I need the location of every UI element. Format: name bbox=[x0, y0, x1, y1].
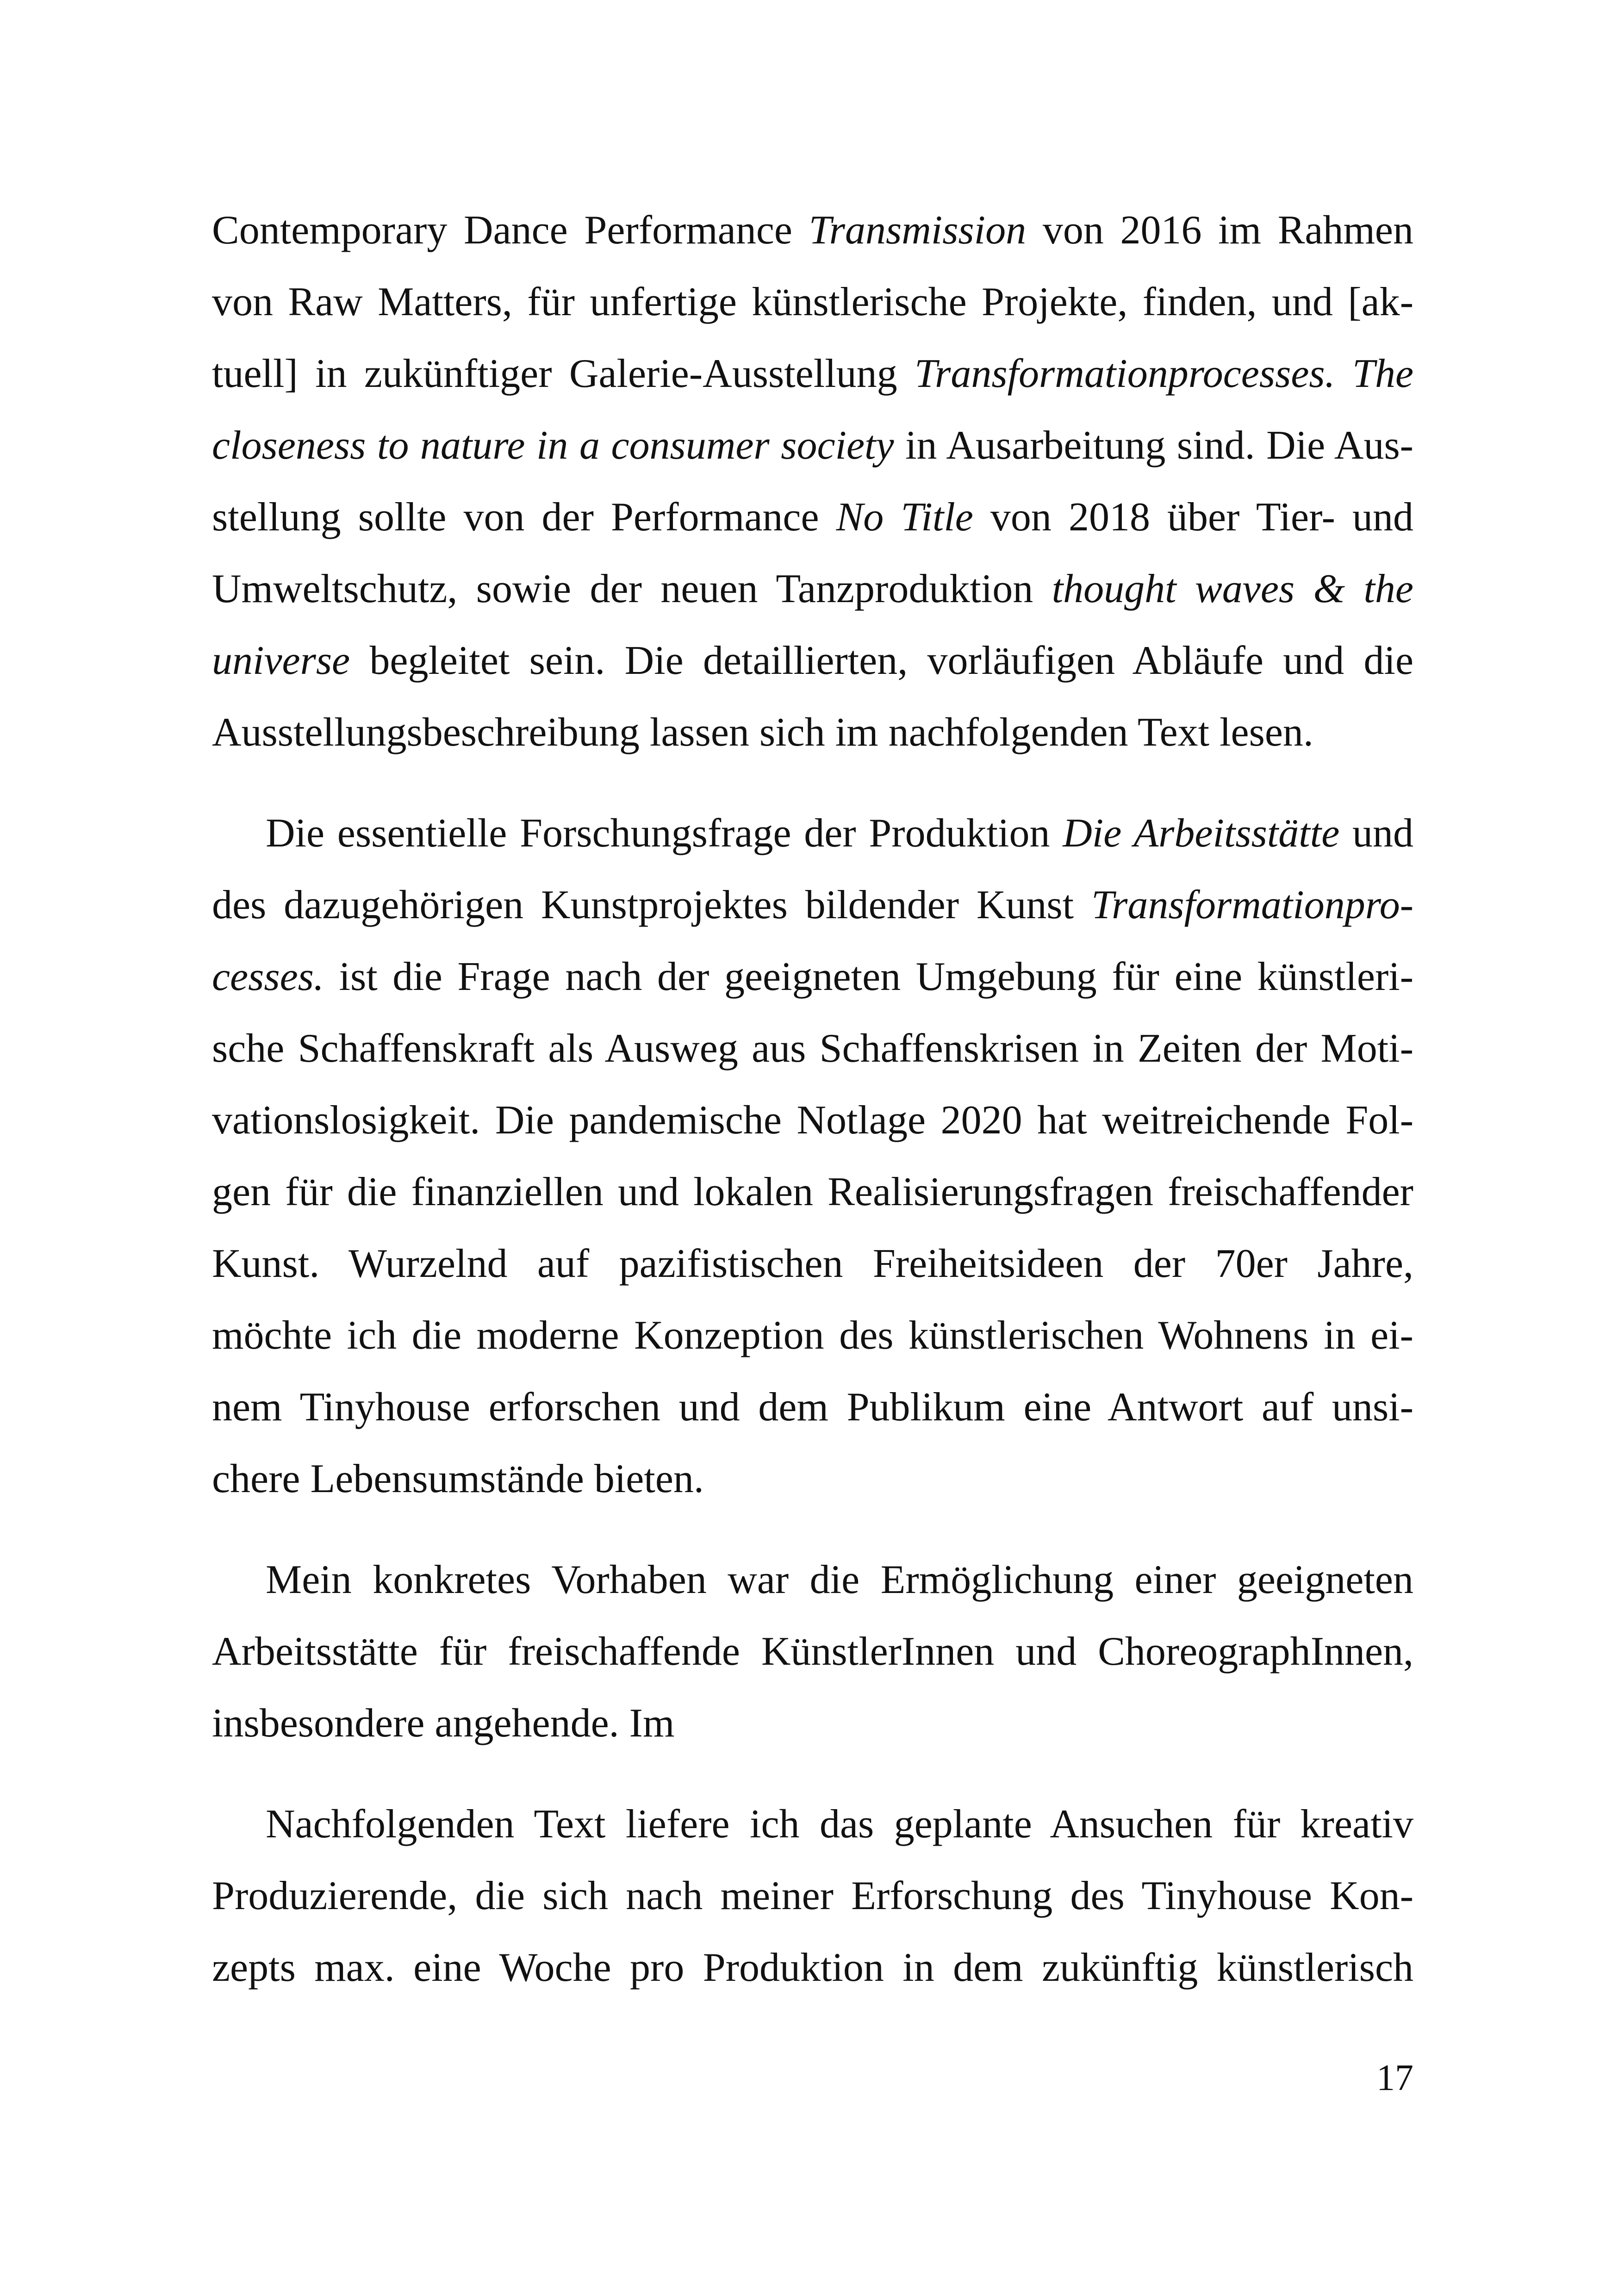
page-number: 17 bbox=[1376, 2058, 1413, 2098]
text-run: sche Schaffenskraft als Ausweg aus Schaffenskrisen in Zeiten der Moti- bbox=[212, 1026, 1413, 1071]
text-line bbox=[212, 481, 1413, 553]
text-run: chere Lebensumstände bieten. bbox=[212, 1456, 704, 1501]
text-run: Ausstellungsbeschreibung lassen sich im nachfolgenden Text lesen. bbox=[212, 710, 1313, 755]
italic-title: thought waves & the bbox=[1052, 566, 1413, 611]
text-run: Contemporary Dance Performance bbox=[212, 208, 809, 253]
text-run: Nachfolgenden Text liefere ich das geplante Ansuchen für kreativ bbox=[266, 1802, 1413, 1847]
paragraph-gap bbox=[212, 768, 1413, 797]
paragraph-gap bbox=[212, 1759, 1413, 1788]
italic-title: Die Arbeitsstätte bbox=[1063, 811, 1340, 856]
text-line bbox=[212, 266, 1413, 338]
italic-title: Transformationpro- bbox=[1091, 883, 1413, 927]
text-line bbox=[212, 797, 1413, 869]
text-run: von 2016 im Rahmen bbox=[1026, 208, 1413, 253]
italic-title: universe bbox=[212, 638, 350, 683]
text-line bbox=[212, 1860, 1413, 1932]
text-run: möchte ich die moderne Konzeption des künstlerischen Wohnens in ei- bbox=[212, 1313, 1413, 1358]
text-line bbox=[212, 941, 1413, 1013]
text-run: nem Tinyhouse erforschen und dem Publikum eine Antwort auf unsi- bbox=[212, 1385, 1413, 1430]
text-run: in Ausarbeitung sind. Die Aus- bbox=[894, 423, 1413, 468]
text-run: stellung sollte von der Performance bbox=[212, 495, 836, 540]
text-line bbox=[212, 1544, 1413, 1616]
text-line bbox=[212, 1687, 1413, 1759]
paragraph bbox=[212, 1788, 1413, 2004]
paragraph bbox=[212, 1544, 1413, 1759]
paragraph bbox=[212, 797, 1413, 1515]
text-line bbox=[212, 338, 1413, 410]
text-run: Umweltschutz, sowie der neuen Tanzproduktion bbox=[212, 566, 1052, 611]
paragraph bbox=[212, 194, 1413, 768]
text-line bbox=[212, 553, 1413, 625]
text-run: Produzierende, die sich nach meiner Erforschung des Tinyhouse Kon- bbox=[212, 1873, 1413, 1918]
text-line bbox=[212, 1371, 1413, 1443]
italic-title: Transformationprocesses. The bbox=[915, 351, 1413, 396]
text-run: Kunst. Wurzelnd auf pazifistischen Freiheitsideen der 70er Jahre, bbox=[212, 1241, 1413, 1286]
text-run: von 2018 über Tier- und bbox=[973, 495, 1413, 540]
text-run: gen für die finanziellen und lokalen Realisierungsfragen freischaffender bbox=[212, 1170, 1413, 1214]
paragraph-gap bbox=[212, 1515, 1413, 1544]
text-line bbox=[212, 1616, 1413, 1687]
text-line bbox=[212, 697, 1413, 768]
text-line bbox=[212, 1156, 1413, 1228]
italic-title: closeness to nature in a consumer society bbox=[212, 423, 894, 468]
text-run: ist die Frage nach der geeigneten Umgebung für eine künstleri- bbox=[324, 954, 1413, 999]
text-line bbox=[212, 1084, 1413, 1156]
text-line bbox=[212, 410, 1413, 481]
text-run: und bbox=[1339, 811, 1413, 856]
text-run: Mein konkretes Vorhaben war die Ermöglichung einer geeigneten bbox=[266, 1557, 1413, 1602]
text-line bbox=[212, 194, 1413, 266]
text-run: zepts max. eine Woche pro Produktion in dem zukünftig künstlerisch bbox=[212, 1945, 1413, 1990]
text-run: Die essentielle Forschungsfrage der Produktion bbox=[266, 811, 1063, 856]
italic-title: cesses. bbox=[212, 954, 324, 999]
italic-title: Transmission bbox=[809, 208, 1027, 253]
text-line bbox=[212, 1788, 1413, 1860]
text-line bbox=[212, 1932, 1413, 2004]
text-run: begleitet sein. Die detaillierten, vorläufigen Abläufe und die bbox=[350, 638, 1413, 683]
text-line bbox=[212, 1013, 1413, 1084]
italic-title: No Title bbox=[836, 495, 973, 540]
text-run: vationslosigkeit. Die pandemische Notlage 2020 hat weitreichende Fol- bbox=[212, 1098, 1413, 1143]
body-text bbox=[212, 194, 1413, 2004]
text-run: Arbeitsstätte für freischaffende KünstlerInnen und ChoreographInnen, bbox=[212, 1629, 1413, 1674]
text-line bbox=[212, 625, 1413, 697]
text-line bbox=[212, 1228, 1413, 1300]
text-run: insbesondere angehende. Im bbox=[212, 1701, 675, 1746]
text-line bbox=[212, 1300, 1413, 1371]
text-line bbox=[212, 869, 1413, 941]
text-run: von Raw Matters, für unfertige künstlerische Projekte, finden, und [ak- bbox=[212, 280, 1413, 324]
text-run: tuell] in zukünftiger Galerie-Ausstellung bbox=[212, 351, 915, 396]
text-line bbox=[212, 1443, 1413, 1515]
text-run: des dazugehörigen Kunstprojektes bildender Kunst bbox=[212, 883, 1091, 927]
